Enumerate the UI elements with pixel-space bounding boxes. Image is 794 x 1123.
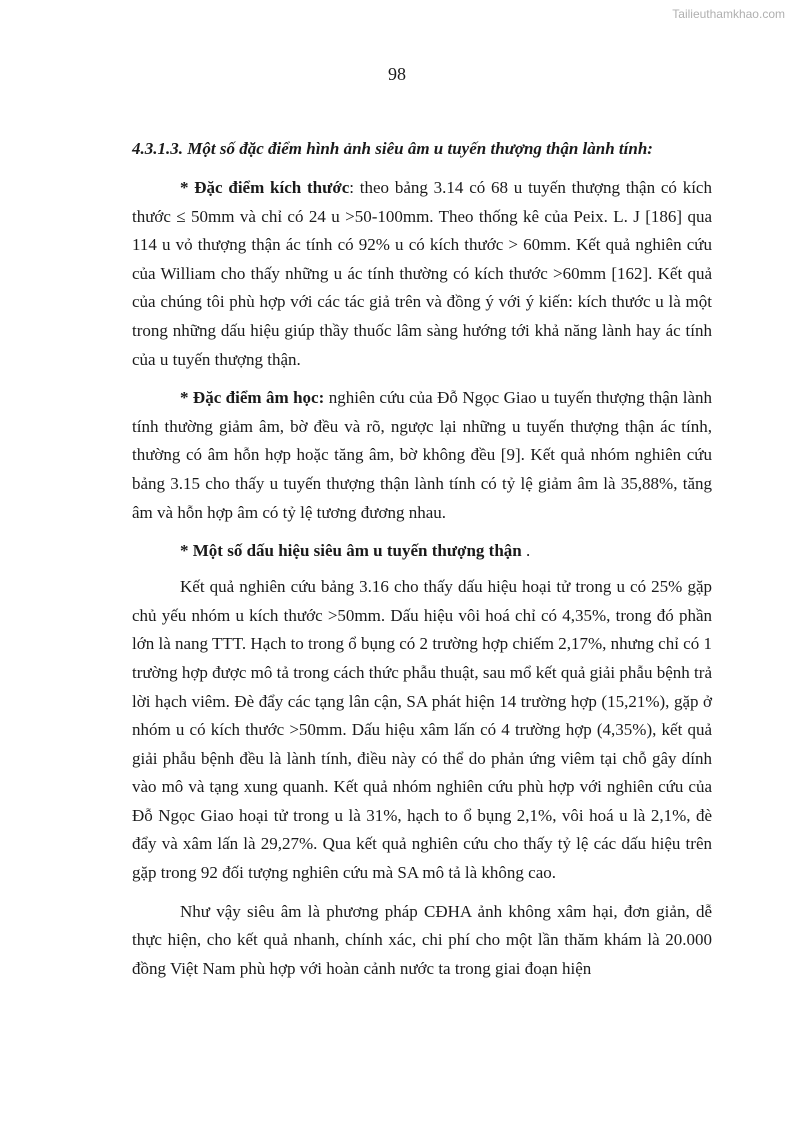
paragraph-echo-text: nghiên cứu của Đỗ Ngọc Giao u tuyến thượng thận lành tính thường giảm âm, bờ đều và rõ, ngược lại những u tuyến thượng thận ác tính, thường có âm hỗn hợp hoặc tăng âm, bờ không đều [9]. Kết quả nhóm nghiên cứu bảng 3.15 cho thấy u tuyến thượng thận lành tính có tỷ lệ giảm âm là 35,88%, tăng âm và hỗn hợp âm có tỷ lệ tương đương nhau. bbox=[132, 388, 713, 522]
document-body bbox=[132, 136, 712, 993]
paragraph-signs: Kết quả nghiên cứu bảng 3.16 cho thấy dấu hiệu hoại tử trong u có 25% gặp chủ yếu nhóm u kích thước >50mm. Dấu hiệu vôi hoá chỉ có 4,35%, trong đó phần lớn là nang TTT. Hạch to trong ổ bụng có 2 trường hợp chiếm 2,17%, nhưng chỉ có 1 trường hợp được mô tả trong cách thức phẫu thuật, sau mổ kết quả giải phẫu bệnh trả lời hạch viêm. Đè đẩy các tạng lân cận, SA phát hiện 14 trường hợp (15,21%), gặp ở nhóm u có kích thước >50mm. Dấu hiệu xâm lấn có 4 trường hợp (4,35%), kết quả giải phẫu bệnh đều là lành tính, điều này có thể do phản ứng viêm tại chỗ gây dính vào mô và tạng xung quanh. Kết quả nhóm nghiên cứu phù hợp với nghiên cứu của Đỗ Ngọc Giao hoại tử trong u là 31%, hạch to ổ bụng 2,1%, vôi hoá u là 2,1%, đè đẩy và xâm lấn là 29,27%. Qua kết quả nghiên cứu cho thấy tỷ lệ các dấu hiệu trên gặp trong 92 đối tượng nghiên cứu mà SA mô tả là không cao. bbox=[132, 577, 712, 883]
paragraph-echo-label: * Đặc điểm âm học: bbox=[180, 388, 325, 408]
paragraph-echo bbox=[132, 384, 712, 527]
section-heading: 4.3.1.3. Một số đặc điểm hình ảnh siêu âm u tuyến thượng thận lành tính: bbox=[132, 139, 653, 158]
paragraph-conclusion: Như vậy siêu âm là phương pháp CĐHA ảnh không xâm hại, đơn giản, dễ thực hiện, cho kết quả nhanh, chính xác, chi phí cho một lần thăm khám là 20.000 đồng Việt Nam phù hợp với hoàn cảnh nước ta trong giai đoạn hiện bbox=[132, 901, 712, 978]
paragraph-size bbox=[132, 174, 712, 374]
signs-heading-tail: . bbox=[521, 541, 531, 561]
page-number: 98 bbox=[388, 64, 406, 84]
paragraph-size-text: : theo bảng 3.14 có 68 u tuyến thượng thận có kích thước ≤ 50mm và chỉ có 24 u >50-100mm. Theo thống kê của Peix. L. J [186] qua 114 u vỏ thượng thận ác tính có 92% u có kích thước > 60mm. Kết quả nghiên cứu của William cho thấy những u ác tính thường có kích thước >60mm [162]. Kết quả của chúng tôi phù hợp với các tác giả trên và đồng ý với ý kiến: kích thước u là một trong những dấu hiệu giúp thầy thuốc lâm sàng hướng tới khả năng lành hay ác tính của u tuyến thượng thận. bbox=[132, 178, 712, 369]
signs-heading bbox=[180, 537, 712, 565]
signs-heading-text: * Một số dấu hiệu siêu âm u tuyến thượng thận bbox=[180, 541, 522, 561]
watermark: Tailieuthamkhao.com bbox=[672, 7, 785, 21]
paragraph-size-label: * Đặc điểm kích thước bbox=[180, 178, 350, 197]
